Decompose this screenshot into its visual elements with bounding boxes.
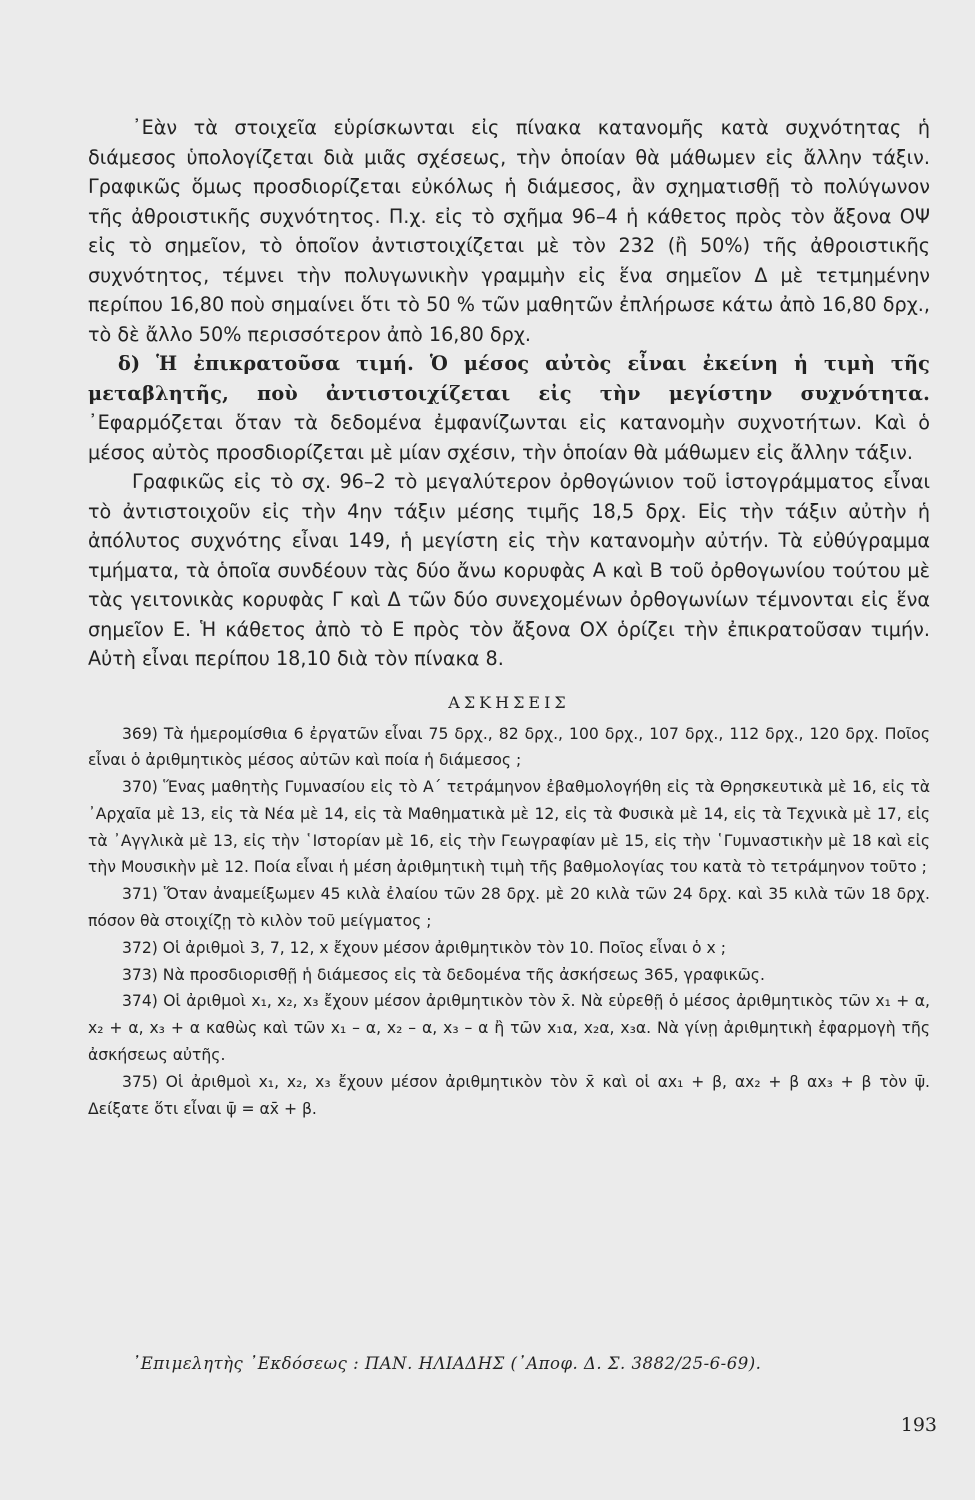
exercise-375: 375) Οἱ ἀριθμοὶ x₁, x₂, x₃ ἔχουν μέσον ἀριθμητικὸν τὸν x̄ καὶ οἱ αx₁ + β, αx₂ + β αx₃ + β τὸν ψ̄. Δείξατε ὅτι εἶναι ψ̄ = αx̄ + β. xyxy=(88,1072,930,1118)
mode-description: ᾿Εφαρμόζεται ὅταν τὰ δεδομένα ἐμφανίζωνται εἰς κατανομὴν συχνοτήτων. Καὶ ὁ μέσος αὐτὸς προσδιορίζεται μὲ μίαν σχέσιν, τὴν ὁποίαν θὰ μάθωμεν εἰς ἄλλην τάξιν. xyxy=(88,411,930,464)
main-text xyxy=(88,113,930,674)
paragraph-mode-graphical: Γραφικῶς εἰς τὸ σχ. 96–2 τὸ μεγαλύτερον ὀρθογώνιον τοῦ ἱστογράμματος εἶναι τὸ ἀντιστοιχοῦν εἰς τὴν 4ην τάξιν μέσης τιμῆς 18,5 δρχ. Εἰς τὴν τάξιν αὐτὴν ἡ ἀπόλυτος συχνότης εἶναι 149, ἡ μεγίστη εἰς τὴν κατανομὴν αὐτήν. Τὰ εὐθύγραμμα τμήματα, τὰ ὁποῖα συνδέουν τὰς δύο ἄνω κορυφὰς Α καὶ Β τοῦ ὀρθογωνίου τούτου μὲ τὰς γειτονικὰς κορυφὰς Γ καὶ Δ τῶν δύο συνεχομένων ὀρθογωνίων τέμνονται εἰς ἕνα σημεῖον Ε. Ἡ κάθετος ἀπὸ τὸ Ε πρὸς τὸν ἄξονα ΟΧ ὁρίζει τὴν ἐπικρατοῦσαν τιμήν. Αὐτὴ εἶναι περίπου 18,10 διὰ τὸν πίνακα 8. xyxy=(88,470,930,670)
page-number: 193 xyxy=(900,1414,937,1436)
exercise-373: 373) Νὰ προσδιορισθῇ ἡ διάμεσος εἰς τὰ δεδομένα τῆς ἀσκήσεως 365, γραφικῶς. xyxy=(122,965,765,984)
exercises-heading: ΑΣΚΗΣΕΙΣ xyxy=(448,692,570,712)
editor-note: ᾿Επιμελητὴς ᾿Εκδόσεως : ΠΑΝ. ΗΛΙΑΔΗΣ (᾿Αποφ. Δ. Σ. 3882/25-6-69). xyxy=(132,1354,762,1373)
mode-definition: δ) Ἡ ἐπικρατοῦσα τιμή. Ὁ μέσος αὐτὸς εἶναι ἐκείνη ἡ τιμὴ τῆς μεταβλητῆς, ποὺ ἀντιστοιχίζεται εἰς τὴν μεγίστην συχνότητα. xyxy=(88,352,930,405)
exercises-list xyxy=(88,721,930,1123)
page-body xyxy=(88,113,930,1122)
exercise-369: 369) Τὰ ἡμερομίσθια 6 ἐργατῶν εἶναι 75 δρχ., 82 δρχ., 100 δρχ., 107 δρχ., 112 δρχ., 120 δρχ. Ποῖος εἶναι ὁ ἀριθμητικὸς μέσος αὐτῶν καὶ ποία ἡ διάμεσος ; xyxy=(88,724,930,770)
exercise-371: 371) Ὅταν ἀναμείξωμεν 45 κιλὰ ἐλαίου τῶν 28 δρχ. μὲ 20 κιλὰ τῶν 24 δρχ. καὶ 35 κιλὰ τῶν 18 δρχ. πόσον θὰ στοιχίζῃ τὸ κιλὸν τοῦ μείγματος ; xyxy=(88,885,930,931)
exercise-372: 372) Οἱ ἀριθμοὶ 3, 7, 12, x ἔχουν μέσον ἀριθμητικὸν τὸν 10. Ποῖος εἶναι ὁ x ; xyxy=(122,938,726,957)
paragraph-median: ᾿Εὰν τὰ στοιχεῖα εὑρίσκωνται εἰς πίνακα κατανομῆς κατὰ συχνότητας ἡ διάμεσος ὑπολογίζεται διὰ μιᾶς σχέσεως, τὴν ὁποίαν θὰ μάθωμεν εἰς ἄλλην τάξιν. Γραφικῶς ὅμως προσδιορίζεται εὐκόλως ἡ διάμεσος, ἂν σχηματισθῇ τὸ πολύγωνον τῆς ἀθροιστικῆς συχνότητος. Π.χ. εἰς τὸ σχῆμα 96–4 ἡ κάθετος πρὸς τὸν ἄξονα ΟΨ εἰς τὸ σημεῖον, τὸ ὁποῖον ἀντιστοιχίζεται μὲ τὸν 232 (ἢ 50%) τῆς ἀθροιστικῆς συχνότητος, τέμνει τὴν πολυγωνικὴν γραμμὴν εἰς ἕνα σημεῖον Δ μὲ τετμημένην περίπου 16,80 ποὺ σημαίνει ὅτι τὸ 50 % τῶν μαθητῶν ἐπλήρωσε κάτω ἀπὸ 16,80 δρχ., τὸ δὲ ἄλλο 50% περισσότερον ἀπὸ 16,80 δρχ. xyxy=(88,116,930,346)
paragraph-mode xyxy=(88,349,930,467)
exercise-370: 370) Ἕνας μαθητὴς Γυμνασίου εἰς τὸ Α΄ τετράμηνον ἐβαθμολογήθη εἰς τὰ Θρησκευτικὰ μὲ 16, εἰς τὰ ᾿Αρχαῖα μὲ 13, εἰς τὰ Νέα μὲ 14, εἰς τὰ Μαθηματικὰ μὲ 12, εἰς τὰ Φυσικὰ μὲ 14, εἰς τὰ Τεχνικὰ μὲ 17, εἰς τὰ ᾿Αγγλικὰ μὲ 13, εἰς τὴν ῾Ιστορίαν μὲ 16, εἰς τὴν Γεωγραφίαν μὲ 15, εἰς τὴν ῾Γυμναστικὴν μὲ 18 καὶ εἰς τὴν Μουσικὴν μὲ 12. Ποία εἶναι ἡ μέση ἀριθμητικὴ τιμὴ τῆς βαθμολογίας του κατὰ τὸ τετράμηνον τοῦτο ; xyxy=(88,778,930,877)
exercise-374: 374) Οἱ ἀριθμοὶ x₁, x₂, x₃ ἔχουν μέσον ἀριθμητικὸν τὸν x̄. Νὰ εὑρεθῇ ὁ μέσος ἀριθμητικὸς τῶν x₁ + α, x₂ + α, x₃ + α καθὼς καὶ τῶν x₁ – α, x₂ – α, x₃ – α ἢ τῶν x₁α, x₂α, x₃α. Νὰ γίνῃ ἀριθμητικὴ ἐφαρμογὴ τῆς ἀσκήσεως αὐτῆς. xyxy=(88,992,930,1065)
